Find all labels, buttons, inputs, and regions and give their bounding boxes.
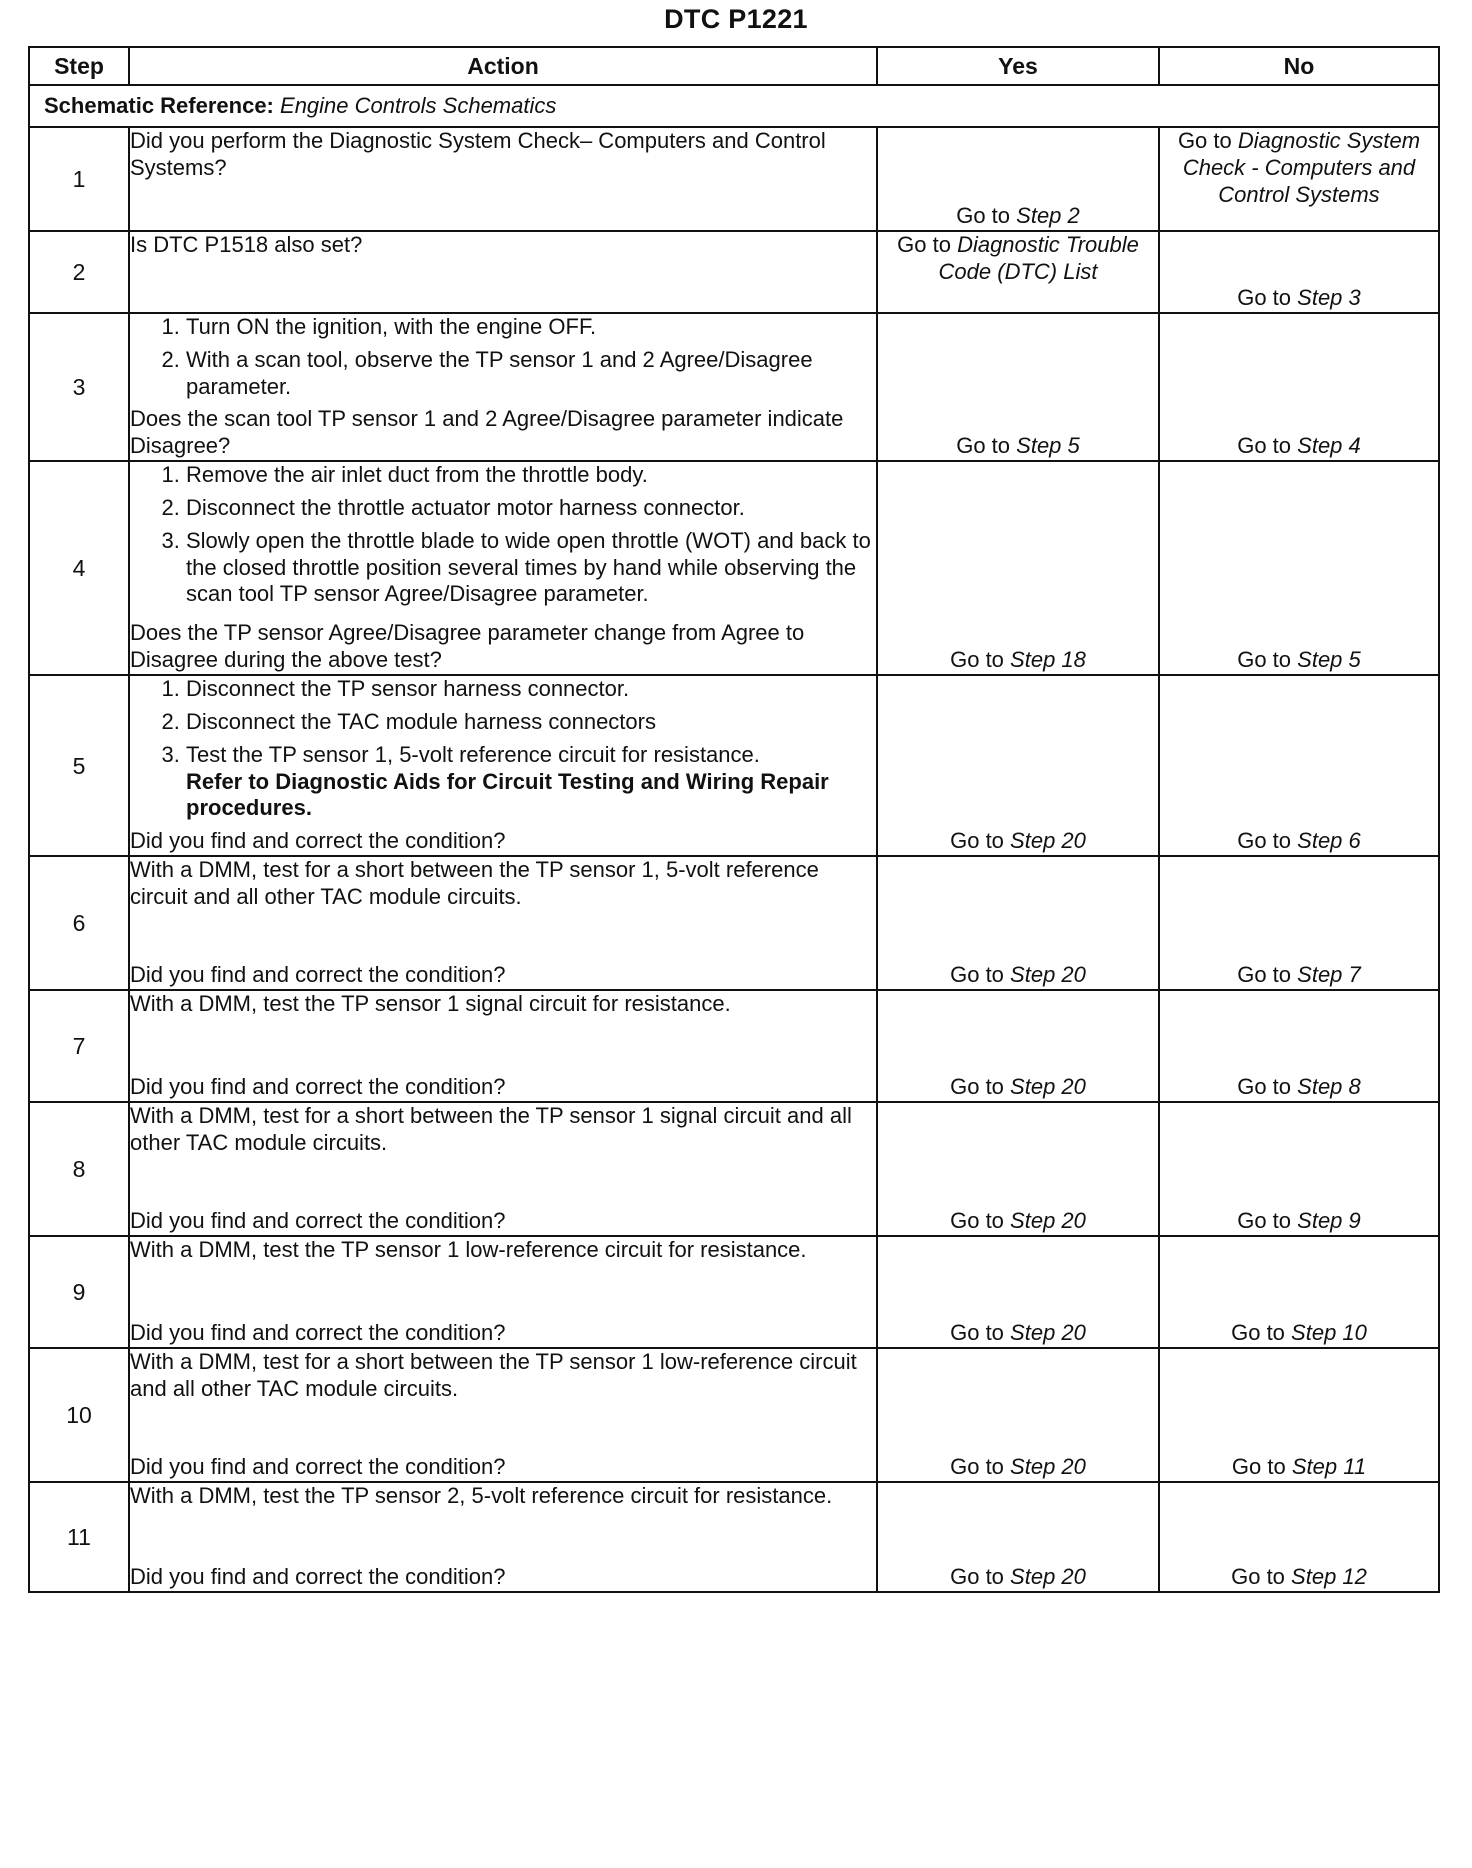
- no-link[interactable]: Step 6: [1297, 828, 1361, 854]
- table-row: [29, 675, 1439, 856]
- step-number: 11: [29, 1482, 129, 1592]
- procedure-item: [186, 676, 876, 703]
- table-row: [29, 990, 1439, 1102]
- no-prefix: Go to: [1237, 828, 1292, 854]
- step-number: 1: [29, 127, 129, 231]
- action-cell: [129, 675, 877, 856]
- procedure-item-text: Test the TP sensor 1, 5-volt reference circuit for resistance.: [186, 741, 760, 767]
- no-cell: [1159, 1236, 1439, 1348]
- yes-prefix: Go to: [956, 203, 1011, 229]
- step-number: 8: [29, 1102, 129, 1236]
- no-link[interactable]: Step 11: [1291, 1454, 1367, 1480]
- yes-link[interactable]: Step 20: [1010, 1564, 1086, 1590]
- no-prefix: Go to: [1231, 1564, 1285, 1590]
- header-step: Step: [29, 47, 129, 85]
- action-question: Does the scan tool TP sensor 1 and 2 Agree/Disagree parameter indicate Disagree?: [130, 406, 844, 459]
- procedure-item-text: With a scan tool, observe the TP sensor 1 and 2 Agree/Disagree parameter.: [186, 346, 813, 399]
- yes-cell: [877, 461, 1159, 675]
- no-cell: [1159, 1348, 1439, 1482]
- action-question: Does the TP sensor Agree/Disagree parameter change from Agree to Disagree during the above test?: [130, 620, 805, 673]
- table-row: [29, 461, 1439, 675]
- no-prefix: Go to: [1237, 1074, 1292, 1100]
- no-link[interactable]: Diagnostic System Check - Computers and Control Systems: [1182, 128, 1421, 207]
- yes-prefix: Go to: [950, 1208, 1004, 1234]
- no-cell: [1159, 675, 1439, 856]
- no-cell: [1159, 313, 1439, 461]
- no-link[interactable]: Step 12: [1291, 1564, 1367, 1590]
- yes-prefix: Go to: [950, 962, 1004, 988]
- table-row: [29, 1236, 1439, 1348]
- procedure-item: [186, 709, 876, 736]
- action-text: With a DMM, test the TP sensor 2, 5-volt reference circuit for resistance.: [130, 1483, 833, 1509]
- yes-cell: [877, 856, 1159, 990]
- action-question: Did you find and correct the condition?: [130, 1454, 506, 1480]
- refer-note: Refer to Diagnostic Aids for Circuit Testing and Wiring Repair procedures.: [186, 768, 829, 821]
- no-prefix: Go to: [1237, 1208, 1292, 1234]
- schematic-value: Engine Controls Schematics: [280, 92, 557, 118]
- procedure-item-text: Remove the air inlet duct from the throttle body.: [186, 462, 648, 488]
- action-cell: [129, 856, 877, 990]
- no-prefix: Go to: [1237, 433, 1292, 459]
- action-cell: [129, 1236, 877, 1348]
- schematic-reference: [29, 85, 1439, 127]
- procedure-item-text: Slowly open the throttle blade to wide open throttle (WOT) and back to the closed throttle position several times by hand while observing the scan tool TP sensor Agree/Disagree parameter.: [186, 527, 871, 607]
- no-prefix: Go to: [1237, 285, 1292, 311]
- yes-cell: [877, 231, 1159, 313]
- procedure-item: [186, 314, 876, 341]
- action-text: With a DMM, test for a short between the TP sensor 1, 5-volt reference circuit and all other TAC module circuits.: [130, 857, 819, 909]
- no-link[interactable]: Step 8: [1297, 1074, 1361, 1100]
- no-link[interactable]: Step 4: [1297, 433, 1361, 459]
- yes-cell: [877, 1348, 1159, 1482]
- schematic-label: Schematic Reference:: [44, 92, 274, 118]
- step-number: 2: [29, 231, 129, 313]
- action-cell: [129, 313, 877, 461]
- step-number: 4: [29, 461, 129, 675]
- no-cell: [1159, 1482, 1439, 1592]
- yes-prefix: Go to: [950, 828, 1004, 854]
- no-cell: [1159, 127, 1439, 231]
- step-number: 6: [29, 856, 129, 990]
- procedure-item-text: Disconnect the TP sensor harness connector.: [186, 676, 630, 702]
- action-question: Did you find and correct the condition?: [130, 1320, 506, 1346]
- procedure-item-text: Disconnect the throttle actuator motor harness connector.: [186, 494, 745, 520]
- action-question: Did you find and correct the condition?: [130, 962, 506, 988]
- no-cell: [1159, 231, 1439, 313]
- yes-link[interactable]: Diagnostic Trouble Code (DTC) List: [938, 232, 1139, 284]
- action-cell: [129, 990, 877, 1102]
- yes-link[interactable]: Step 18: [1010, 647, 1086, 673]
- procedure-list: [130, 676, 876, 822]
- step-number: 9: [29, 1236, 129, 1348]
- yes-prefix: Go to: [956, 433, 1011, 459]
- yes-link[interactable]: Step 20: [1010, 962, 1086, 988]
- procedure-item-text: Turn ON the ignition, with the engine OFF.: [186, 314, 597, 339]
- action-text: With a DMM, test the TP sensor 1 signal circuit for resistance.: [130, 991, 731, 1017]
- yes-link[interactable]: Step 20: [1010, 828, 1086, 854]
- header-no: No: [1159, 47, 1439, 85]
- action-cell: [129, 1482, 877, 1592]
- yes-link[interactable]: Step 20: [1010, 1074, 1086, 1100]
- yes-prefix: Go to: [950, 1320, 1004, 1346]
- action-question: Did you find and correct the condition?: [130, 1564, 506, 1590]
- no-cell: [1159, 856, 1439, 990]
- no-prefix: Go to: [1231, 1454, 1286, 1480]
- table-row: [29, 1348, 1439, 1482]
- procedure-item: [186, 528, 876, 608]
- yes-link[interactable]: Step 20: [1010, 1320, 1086, 1346]
- table-row: [29, 231, 1439, 313]
- table-header-row: [29, 47, 1439, 85]
- diagnostic-table: [28, 46, 1440, 1593]
- no-link[interactable]: Step 9: [1297, 1208, 1361, 1234]
- action-cell: [129, 1348, 877, 1482]
- no-prefix: Go to: [1237, 647, 1292, 673]
- action-text: Is DTC P1518 also set?: [130, 232, 363, 257]
- table-row: [29, 856, 1439, 990]
- step-number: 10: [29, 1348, 129, 1482]
- table-row: [29, 313, 1439, 461]
- yes-prefix: Go to: [897, 232, 951, 257]
- action-cell: [129, 1102, 877, 1236]
- action-question: Did you find and correct the condition?: [130, 828, 506, 854]
- action-question: Did you find and correct the condition?: [130, 1208, 506, 1234]
- procedure-item: [186, 462, 876, 489]
- action-cell: [129, 461, 877, 675]
- procedure-item: [186, 347, 876, 401]
- table-row: [29, 1102, 1439, 1236]
- yes-prefix: Go to: [950, 647, 1004, 673]
- table-row: [29, 127, 1439, 231]
- action-text: With a DMM, test for a short between the TP sensor 1 signal circuit and all other TAC module circuits.: [130, 1103, 852, 1155]
- no-cell: [1159, 461, 1439, 675]
- action-text: With a DMM, test for a short between the TP sensor 1 low-reference circuit and all other TAC module circuits.: [130, 1349, 857, 1401]
- procedure-item: [186, 742, 876, 822]
- no-cell: [1159, 1102, 1439, 1236]
- action-cell: [129, 231, 877, 313]
- no-cell: [1159, 990, 1439, 1102]
- action-cell: [129, 127, 877, 231]
- yes-cell: [877, 127, 1159, 231]
- table-row: [29, 1482, 1439, 1592]
- no-link[interactable]: Step 3: [1297, 285, 1361, 311]
- yes-prefix: Go to: [950, 1564, 1004, 1590]
- procedure-item: [186, 495, 876, 522]
- no-prefix: Go to: [1237, 962, 1292, 988]
- step-number: 3: [29, 313, 129, 461]
- yes-cell: [877, 1482, 1159, 1592]
- procedure-list: [130, 462, 876, 608]
- no-link[interactable]: Step 7: [1297, 962, 1361, 988]
- action-text: With a DMM, test the TP sensor 1 low-reference circuit for resistance.: [130, 1237, 807, 1263]
- no-link[interactable]: Step 10: [1291, 1320, 1367, 1346]
- yes-cell: [877, 990, 1159, 1102]
- procedure-list: [130, 314, 876, 400]
- procedure-item-text: Disconnect the TAC module harness connectors: [186, 708, 656, 734]
- yes-cell: [877, 1236, 1159, 1348]
- yes-cell: [877, 675, 1159, 856]
- header-yes: Yes: [877, 47, 1159, 85]
- page-title: DTC P1221: [664, 4, 808, 34]
- yes-cell: [877, 313, 1159, 461]
- action-question: Did you find and correct the condition?: [130, 1074, 506, 1100]
- step-number: 5: [29, 675, 129, 856]
- yes-link[interactable]: Step 20: [1010, 1454, 1086, 1480]
- schematic-reference-row: [29, 85, 1439, 127]
- no-prefix: Go to: [1231, 1320, 1285, 1346]
- no-link[interactable]: Step 5: [1297, 647, 1361, 673]
- yes-link[interactable]: Step 2: [1016, 203, 1080, 229]
- action-text: Did you perform the Diagnostic System Check– Computers and Control Systems?: [130, 128, 826, 180]
- yes-link[interactable]: Step 20: [1010, 1208, 1086, 1234]
- header-action: Action: [129, 47, 877, 85]
- yes-prefix: Go to: [950, 1454, 1004, 1480]
- step-number: 7: [29, 990, 129, 1102]
- yes-prefix: Go to: [950, 1074, 1004, 1100]
- yes-link[interactable]: Step 5: [1016, 433, 1080, 459]
- yes-cell: [877, 1102, 1159, 1236]
- no-prefix: Go to: [1177, 128, 1232, 153]
